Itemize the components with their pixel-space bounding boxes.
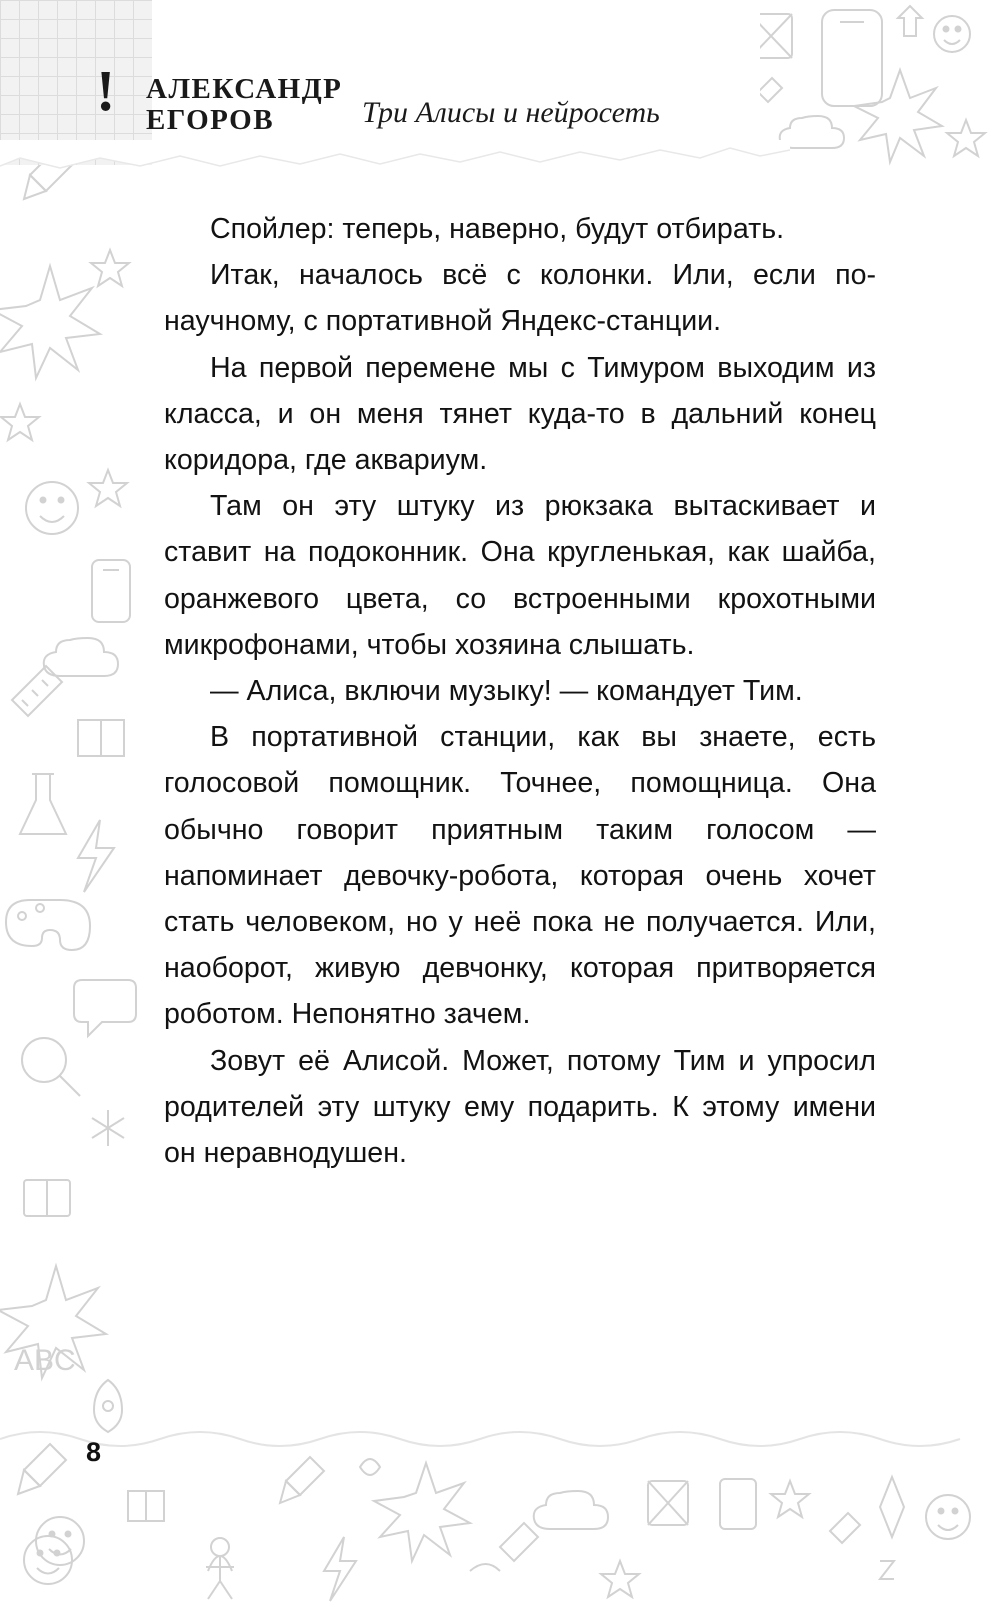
paragraph: Итак, началось всё с колонки. Или, если по-научному, с портативной Яндекс-станции. <box>164 259 876 338</box>
body-text <box>164 206 876 1176</box>
author-name-line2: ЕГОРОВ <box>146 104 275 137</box>
paragraph: — Алиса, включи музыку! — командует Тим. <box>210 675 803 708</box>
author-name-line1: АЛЕКСАНДР <box>146 73 343 105</box>
page-header <box>0 0 1000 172</box>
paragraph: Зовут её Алисой. Может, потому Тим и упросил родителей эту штуку ему подарить. К этому имени он неравнодушен. <box>164 1044 876 1170</box>
torn-paper-edge <box>0 140 790 180</box>
page-number: 8 <box>86 1437 102 1467</box>
paragraph: Спойлер: теперь, наверно, будут отбирать. <box>210 213 785 245</box>
book-title: Три Алисы и нейросеть <box>362 96 660 129</box>
paragraph: Там он эту штуку из рюкзака вытаскивает и ставит на подоконник. Она кругленькая, как шайба, оранжевого цвета, со встроенными крохотными микрофонами, чтобы хозяина слышать. <box>164 490 876 661</box>
exclamation-mark-icon: ! <box>96 58 116 123</box>
paragraph: На первой перемене мы с Тимуром выходим из класса, и он меня тянет куда-то в дальний конец коридора, где аквариум. <box>164 351 876 477</box>
svg-text:ABC: ABC <box>14 1344 76 1377</box>
doodle-pattern-bottom <box>0 1421 1000 1616</box>
doodle-pattern-left <box>0 0 152 1616</box>
author-name <box>146 74 342 137</box>
paragraph: В портативной станции, как вы знаете, есть голосовой помощник. Точнее, помощница. Она обычно говорит приятным таким голосом — напоминает девочку-робота, которая очень хочет стать человеком, но у неё пока не получается. Или, наоборот, живую девчонку, которая притворяется роботом. Непонятно зачем. <box>164 721 876 1031</box>
